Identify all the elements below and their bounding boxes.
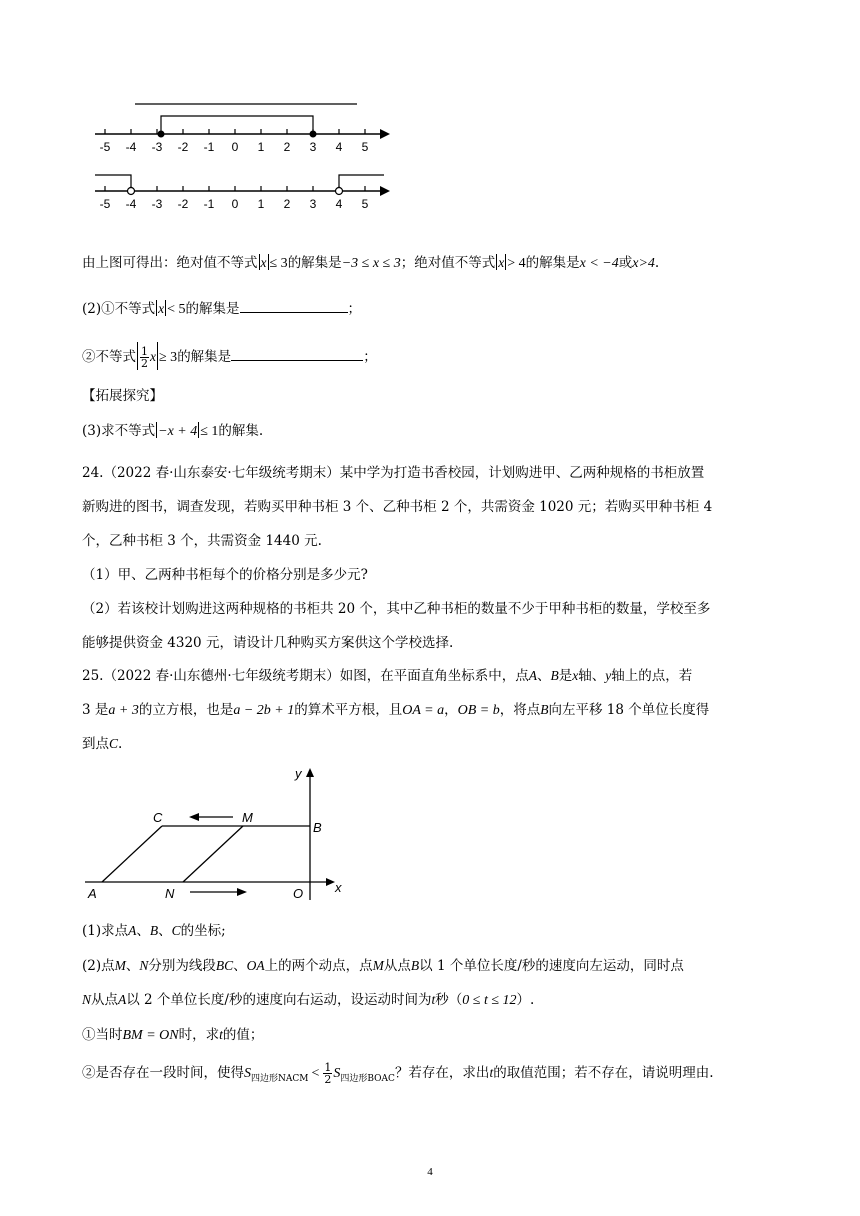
math: ≤ 3 bbox=[269, 256, 288, 271]
label-C: C bbox=[153, 810, 163, 825]
label-N: N bbox=[165, 886, 175, 901]
text: 的值； bbox=[222, 1027, 264, 1043]
math: x < −4 bbox=[579, 256, 619, 271]
text: 从点 bbox=[383, 958, 411, 974]
tick-label: 2 bbox=[283, 140, 291, 154]
text: 、 bbox=[158, 923, 172, 939]
text: 从点 bbox=[91, 992, 119, 1008]
problem-24-part1: （1）甲、乙两种书柜每个的价格分别是多少元? bbox=[82, 567, 368, 583]
tick-label: 1 bbox=[257, 140, 265, 154]
problem-24-line: 个，乙种书柜 3 个，共需资金 1440 元. bbox=[82, 533, 322, 549]
text: ， bbox=[444, 702, 458, 718]
math: OB = b bbox=[457, 703, 500, 718]
math: ≥ 3 bbox=[159, 350, 178, 365]
fraction-denominator: 2 bbox=[324, 1073, 332, 1086]
tick-label: 4 bbox=[335, 140, 343, 154]
text: (2)点 bbox=[82, 958, 115, 974]
text: 分别为线段 bbox=[148, 958, 216, 974]
label-B: B bbox=[313, 820, 322, 835]
text: 的解集是 bbox=[287, 255, 342, 271]
problem-25-line bbox=[82, 666, 782, 686]
text: 、 bbox=[233, 958, 247, 974]
problem-24-part2: （2）若该校计划购进这两种规格的书柜共 20 个，其中乙种书柜的数量不少于甲种书柜的数量，学校至多 bbox=[82, 601, 711, 617]
text: 的取值范围；若不存在，请说明理由. bbox=[493, 1065, 714, 1081]
math: > 4 bbox=[507, 256, 526, 271]
text: ）. bbox=[516, 992, 535, 1008]
problem-24-line: 新购进的图书，调查发现，若购买甲种书柜 3 个、乙种书柜 2 个，共需资金 1020 元；若购买甲种书柜 4 bbox=[82, 499, 713, 515]
label-x: x bbox=[335, 880, 342, 895]
problem-25-line bbox=[82, 734, 782, 754]
text: ； bbox=[363, 349, 377, 365]
math: M bbox=[114, 958, 126, 973]
text: ；绝对值不等式 bbox=[400, 255, 496, 271]
math: < bbox=[311, 1066, 320, 1081]
math: 0 ≤ t ≤ 12 bbox=[462, 993, 517, 1008]
math: B bbox=[540, 702, 549, 717]
text: 由上图可得出：绝对值不等式 bbox=[82, 255, 258, 271]
math-subscript: 四边形NACM bbox=[251, 1074, 309, 1084]
math: ≤ 1 bbox=[200, 424, 219, 439]
math: x>4 bbox=[632, 256, 655, 271]
text: 的解集. bbox=[218, 423, 264, 439]
math: −x + 4 bbox=[158, 424, 198, 439]
question-3 bbox=[82, 421, 782, 442]
text: 是 bbox=[558, 668, 573, 684]
section-heading: 【拓展探究】 bbox=[82, 388, 163, 404]
tick-label: -5 bbox=[99, 140, 111, 154]
tick-label: -3 bbox=[151, 140, 163, 154]
tick-label: 1 bbox=[257, 197, 265, 211]
number-line-figure bbox=[90, 98, 400, 213]
text: 、 bbox=[136, 923, 150, 939]
text: 秒（ bbox=[435, 992, 463, 1008]
label-O: O bbox=[293, 886, 304, 901]
math: x bbox=[572, 668, 579, 683]
tick-label: 5 bbox=[361, 197, 369, 211]
tick-label: 3 bbox=[309, 197, 317, 211]
math: BM = ON bbox=[122, 1028, 179, 1043]
text: 向左平移 18 个单位长度得 bbox=[548, 702, 710, 718]
text: . bbox=[654, 255, 660, 271]
math: B bbox=[149, 923, 159, 938]
question-2-2: ②不等式 $\frac{1}{2}$ x ≥ 3的解集是 ； bbox=[82, 342, 782, 370]
tick-label: 5 bbox=[361, 140, 369, 154]
text: ②是否存在一段时间，使得 bbox=[82, 1065, 244, 1081]
tick-label: -2 bbox=[177, 140, 189, 154]
math: A bbox=[118, 992, 127, 1007]
tick-label: -4 bbox=[125, 140, 137, 154]
text: 、 bbox=[536, 668, 551, 684]
text: ？若存在，求出 bbox=[394, 1065, 490, 1081]
text: (1)求点 bbox=[82, 923, 129, 939]
text: 轴上的点，若 bbox=[611, 668, 693, 684]
answer-blank[interactable] bbox=[231, 346, 363, 361]
fraction-numerator: 1 bbox=[324, 1061, 332, 1074]
math: N bbox=[82, 992, 92, 1007]
text: ，将点 bbox=[499, 702, 541, 718]
tick-label: 0 bbox=[231, 140, 239, 154]
question-2-1: (2)①不等式 x < 5的解集是 ； bbox=[82, 298, 782, 320]
tick-label: -1 bbox=[203, 197, 215, 211]
problem-25-part2-2 bbox=[82, 1062, 782, 1089]
text: ； bbox=[347, 301, 362, 317]
number-line-top bbox=[95, 104, 390, 154]
math: A bbox=[128, 923, 137, 938]
problem-25-part2 bbox=[82, 956, 782, 976]
problem-25-part2-1 bbox=[82, 1025, 782, 1046]
math: B bbox=[410, 958, 420, 973]
math: < 5 bbox=[167, 302, 186, 317]
text: 以 2 个单位长度/秒的速度向右运动，设运动时间为 bbox=[126, 992, 432, 1008]
text: 的解集是 bbox=[177, 349, 232, 365]
problem-25-part2 bbox=[82, 990, 782, 1011]
text: 以 1 个单位长度/秒的速度向左运动，同时点 bbox=[419, 958, 684, 974]
label-y: y bbox=[295, 766, 302, 781]
math: A bbox=[528, 668, 537, 683]
text: (2)①不等式 bbox=[82, 301, 156, 317]
text: ①当时 bbox=[82, 1027, 123, 1043]
math: C bbox=[109, 736, 119, 751]
math: B bbox=[550, 668, 559, 683]
math: t bbox=[431, 992, 436, 1007]
math: BC bbox=[215, 958, 234, 973]
tick-label: 0 bbox=[231, 197, 239, 211]
text: 、 bbox=[125, 958, 140, 974]
math: −3 ≤ x ≤ 3 bbox=[341, 256, 401, 271]
math: N bbox=[139, 958, 149, 973]
problem-24-part2: 能够提供资金 4320 元，请设计几种购买方案供这个学校选择. bbox=[82, 635, 454, 651]
tick-label: -5 bbox=[99, 197, 111, 211]
math: a + 3 bbox=[108, 703, 139, 718]
tick-label: -1 bbox=[203, 140, 215, 154]
tick-label: -4 bbox=[125, 197, 137, 211]
problem-25-line bbox=[82, 700, 782, 721]
text: 到点 bbox=[82, 736, 109, 752]
text: 或 bbox=[618, 255, 633, 271]
text: 上的两个动点，点 bbox=[264, 958, 373, 974]
text: 的算术平方根，且 bbox=[294, 702, 403, 718]
text: . bbox=[118, 736, 123, 752]
text: 的坐标; bbox=[180, 923, 226, 939]
math: S bbox=[244, 1066, 251, 1081]
text: 的解集是 bbox=[185, 301, 240, 317]
math: S bbox=[333, 1066, 341, 1081]
conclusion-line: 由上图可得出：绝对值不等式 x ≤ 3的解集是−3 ≤ x ≤ 3；绝对值不等式 x > 4的解集是x < −4或x>4. bbox=[82, 255, 660, 271]
tick-label: 4 bbox=[335, 197, 343, 211]
math-subscript: 四边形BOAC bbox=[340, 1074, 395, 1084]
problem-25-part1 bbox=[82, 921, 782, 941]
text: 3 是 bbox=[82, 702, 109, 718]
page-number: 4 bbox=[427, 1166, 433, 1178]
fraction-denominator: 2 bbox=[141, 357, 148, 370]
label-A: A bbox=[88, 886, 97, 901]
math: OA bbox=[246, 958, 265, 973]
math: C bbox=[171, 923, 181, 938]
math: OA = a bbox=[402, 703, 445, 718]
coordinate-figure bbox=[85, 760, 360, 905]
math: y bbox=[605, 668, 612, 683]
tick-label: -2 bbox=[177, 197, 189, 211]
text: ②不等式 bbox=[82, 349, 136, 365]
label-M: M bbox=[242, 810, 253, 825]
problem-24-line: 24.（2022 春·山东泰安·七年级统考期末）某中学为打造书香校园，计划购进甲、乙两种规格的书柜放置 bbox=[82, 465, 705, 481]
text: 25.（2022 春·山东德州·七年级统考期末）如图，在平面直角坐标系中，点 bbox=[82, 668, 529, 684]
tick-label: 2 bbox=[283, 197, 291, 211]
math: t bbox=[489, 1065, 494, 1080]
math: t bbox=[219, 1027, 223, 1042]
number-line-bottom bbox=[95, 175, 390, 211]
text: 的立方根，也是 bbox=[138, 702, 234, 718]
text: 的解集是 bbox=[525, 255, 580, 271]
answer-blank[interactable] bbox=[240, 298, 348, 313]
tick-label: -3 bbox=[151, 197, 163, 211]
fraction-numerator: 1 bbox=[141, 345, 148, 358]
tick-label: 3 bbox=[309, 140, 317, 154]
math: M bbox=[372, 958, 384, 973]
text: (3)求不等式 bbox=[82, 423, 156, 439]
text: 时，求 bbox=[178, 1027, 220, 1043]
math: a − 2b + 1 bbox=[233, 703, 295, 718]
text: 轴、 bbox=[578, 668, 606, 684]
